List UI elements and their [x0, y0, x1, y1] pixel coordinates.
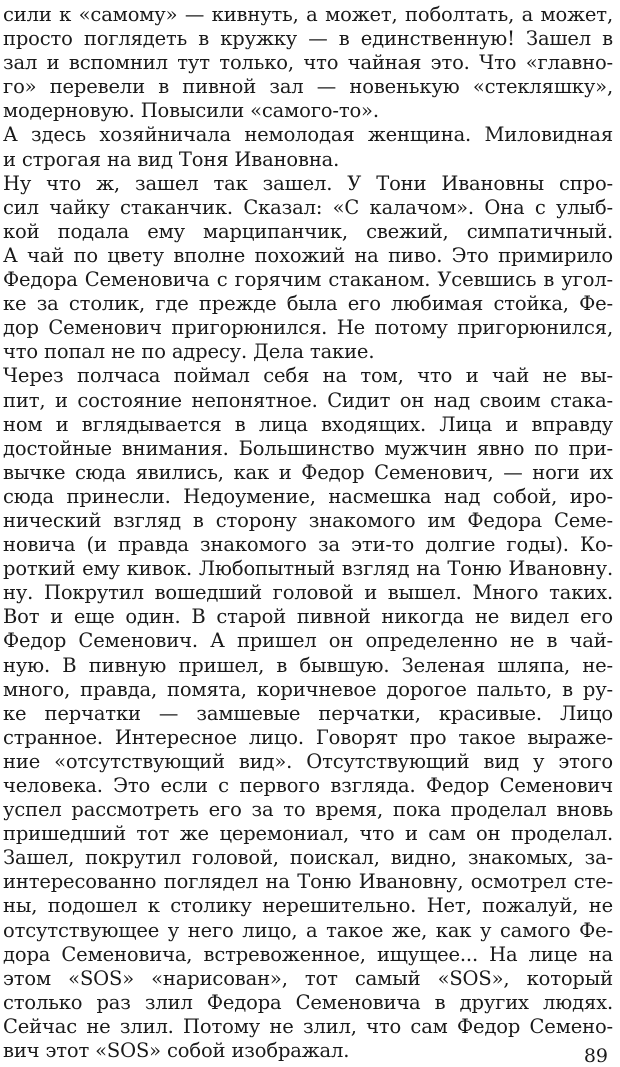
text-line: ную. В пивную пришел, в бывшую. Зеленая шляпа, не-	[3, 653, 613, 677]
text-line: пришедший тот же церемониал, что и сам он проделал.	[3, 822, 613, 846]
text-line: роткий ему кивок. Любопытный взгляд на Тоню Ивановну.	[3, 557, 613, 581]
text-line: Вот и еще один. В старой пивной никогда не видел его	[3, 605, 613, 629]
text-line: много, правда, помята, коричневое дорогое пальто, в ру-	[3, 677, 613, 701]
text-line: Сейчас не злил. Потому не злил, что сам Федор Семено-	[3, 1014, 613, 1038]
text-line: отсутствующее у него лицо, а такое же, как у самого Фе-	[3, 918, 613, 942]
text-line: А здесь хозяйничала немолодая женщина. Миловидная	[3, 123, 613, 147]
text-line: ном и вглядывается в лица входящих. Лица и вправду	[3, 412, 613, 436]
text-line: успел рассмотреть его за то время, пока проделал вновь	[3, 798, 613, 822]
text-line: Зашел, покрутил головой, поискал, видно, знакомых, за-	[3, 846, 613, 870]
text-line: дор Семенович пригорюнился. Не потому пригорюнился,	[3, 316, 613, 340]
text-line: зал и вспомнил тут только, что чайная это. Что «главно-	[3, 51, 613, 75]
text-line: вич этот «SOS» собой изображал.	[3, 1039, 350, 1063]
text-line: Федора Семеновича с горячим стаканом. Усевшись в угол-	[3, 268, 613, 292]
text-line: Ну что ж, зашел так зашел. У Тони Ивановны спро-	[3, 171, 613, 195]
text-line: пит, и состояние непонятное. Сидит он над своим стака-	[3, 388, 613, 412]
text-line: Через полчаса поймал себя на том, что и чай не вы-	[3, 364, 613, 388]
text-line: этом «SOS» «нарисован», тот самый «SOS», который	[3, 966, 613, 990]
text-line: и строгая на вид Тоня Ивановна.	[3, 147, 340, 171]
text-line: человека. Это если с первого взгляда. Федор Семенович	[3, 774, 613, 797]
text-line: ны, подошел к столику нерешительно. Нет, пожалуй, не	[3, 894, 613, 918]
page-number: 89	[583, 1045, 608, 1067]
text-line: просто поглядеть в кружку — в единственную! Зашел в	[3, 27, 613, 51]
text-line: интересованно поглядел на Тоню Ивановну, осмотрел сте-	[3, 870, 613, 894]
book-page-text	[3, 3, 613, 1063]
text-line: странное. Интересное лицо. Говорят про такое выраже-	[3, 725, 613, 749]
text-line: ке за столик, где прежде была его любимая стойка, Фе-	[3, 292, 613, 316]
text-line: Федор Семенович. А пришел он определенно не в чай-	[3, 629, 613, 653]
text-line: ние «отсутствующий вид». Отсутствующий вид у этого	[3, 749, 613, 773]
text-line: го» перевели в пивной зал — новенькую «стекляшку»,	[3, 75, 613, 99]
text-line: нический взгляд в сторону знакомого им Федора Семе-	[3, 508, 613, 532]
text-line: дора Семеновича, встревоженное, ищущее... На лице на	[3, 942, 613, 966]
text-line: вычке сюда явились, как и Федор Семенович, — ноги их	[3, 460, 613, 484]
text-line: сили к «самому» — кивнуть, а может, поболтать, а может,	[3, 3, 613, 26]
text-line: кой подала ему марципанчик, свежий, симпатичный.	[3, 219, 613, 243]
text-line: новича (и правда знакомого за эти-то долгие годы). Ко-	[3, 533, 613, 557]
text-line: модерновую. Повысили «самого-то».	[3, 99, 379, 123]
text-line: достойные внимания. Большинство мужчин явно по при-	[3, 436, 613, 460]
text-line: что попал не по адресу. Дела такие.	[3, 340, 375, 364]
text-line: сил чайку стаканчик. Сказал: «С калачом». Она с улыб-	[3, 195, 613, 219]
text-line: сюда принесли. Недоумение, насмешка над собой, иро-	[3, 484, 613, 508]
text-line: ке перчатки — замшевые перчатки, красивые. Лицо	[3, 701, 613, 725]
text-line: ну. Покрутил вошедший головой и вышел. Много таких.	[3, 581, 613, 605]
text-line: А чай по цвету вполне похожий на пиво. Это примирило	[3, 243, 613, 267]
text-line: столько раз злил Федора Семеновича в других людях.	[3, 990, 613, 1014]
